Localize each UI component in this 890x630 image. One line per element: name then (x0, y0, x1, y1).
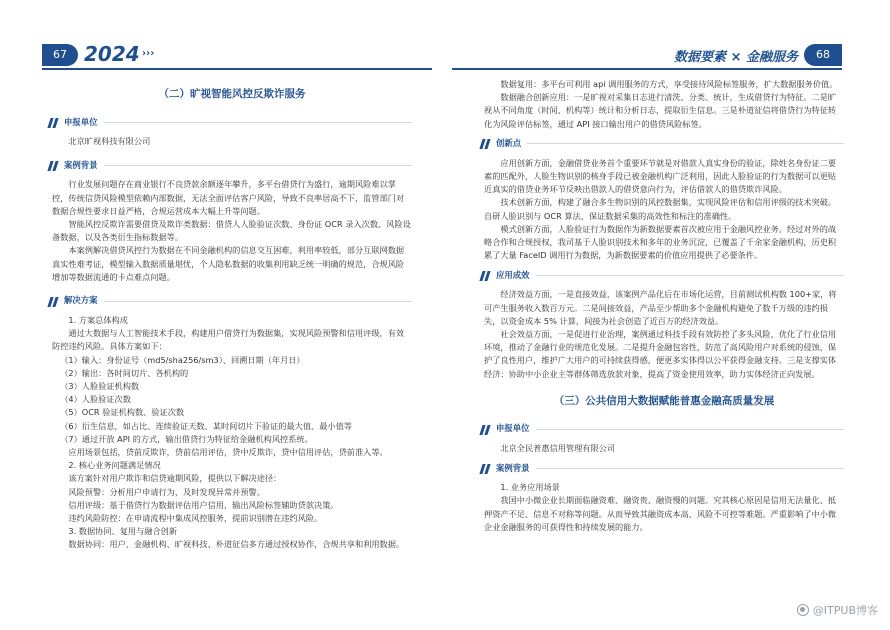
year-logo: 2024 (84, 42, 140, 66)
list-item: （6）衍生信息，如占比、连续验证天数、某时间切片下验证的最大值、最小值等 (60, 420, 352, 431)
tag-background (48, 158, 412, 172)
paragraph: 该方案针对用户欺诈和信贷逾期风险，提供以下解决途径： (68, 473, 282, 484)
section-title: （三）公共信用大数据赋能普惠金融高质量发展 (553, 394, 775, 407)
paragraph: 通过大数据与人工智能技术手段，构建用户借贷行为数据集，实现风险预警和信用评级，有效防控违约风险。具体方案如下： (52, 328, 405, 352)
tag-effect (480, 268, 844, 282)
paragraph: 数据复用：多平台可利用 api 调用服务的方式，享受接待风险标签服务，扩大数据服务价值。 (500, 79, 838, 89)
tag-innovation (480, 137, 844, 151)
right-page-body (484, 78, 844, 534)
paragraph: 经济效益方面，一是直接效益，该案例产品化后在市场化运营，目前测试机构数 100+家，将可产生服务收入数百万元。二是间接效益，产品至少帮助多个金融机构避免了数千万级的违约损失，以资金成本 5% 计算，间接为社会创造了近百万的经济效益。 (484, 289, 837, 326)
right-page-number: 68 (804, 44, 842, 66)
paragraph: 数据协同：用户、金融机构、旷视科技、朴道征信多方通过授权协作，合规共享和利用数据。 (68, 539, 405, 550)
paragraph: 应用创新方面，金融借贷业务首个重要环节就是对借款人真实身份的验证，除姓名身份证二要素的匹配外，人脸生物识别的核身手段已被金融机构广泛利用，因此人脸验证的行为数据可以更贴近真实的借贷业务环节反映出借款人的借贷意向行为，评估借款人的借贷欺诈风险。 (484, 157, 837, 195)
tag-divider (104, 165, 413, 166)
slash-mark-icon (48, 117, 60, 128)
tag-label: 申报单位 (64, 116, 98, 127)
tag-divider (104, 301, 413, 302)
tag-applicant (48, 115, 412, 129)
paragraph: 技术创新方面，构建了融合多生物识别的风控数据集，实现风险评估和信用评级的技术突破。自研人脸识别与 OCR 算法，保证数据采集的高效性和标注的准确性。 (484, 197, 837, 221)
list-item: （4）人脸验证次数 (60, 394, 131, 405)
tag-solution (48, 294, 412, 308)
tag-applicant (480, 422, 844, 436)
applicant-name: 北京全民普惠信用管理有限公司 (500, 443, 616, 454)
slash-mark-icon (48, 160, 60, 171)
slash-mark-icon (480, 424, 492, 435)
slash-mark-icon (480, 270, 492, 281)
tag-label: 案例背景 (496, 462, 530, 473)
slash-mark-icon (48, 296, 60, 307)
left-page-body (52, 84, 412, 552)
paragraph: 社会效益方面，一是促进行业治理，案例通过科技手段有效防控了多头风险，优化了行业信用环境，推动了金融行业的规范化发展。二是提升金融包容性，防范了高风险用户对系统的侵蚀，保护了良性用户，维护广大用户的可持续获得感，便更多实体得以公平获得金融支持。三是支撑实体经济：协助中小企业主等群体筛选放款对象，提高了资金使用效率，助力实体经济正向发展。 (484, 329, 837, 379)
chevron-icon: ››› (142, 48, 155, 59)
tag-divider (104, 122, 413, 123)
watermark-logo-icon (797, 604, 809, 616)
header-rule (452, 68, 842, 70)
applicant-name: 北京旷视科技有限公司 (68, 136, 151, 147)
paragraph: 本案例解决借贷风控行为数据在不同金融机构的信息交互困难，利用率较低，部分互联网数据真实性难考证，模型输入数据质量堪忧，个人隐私数据的收集利用缺乏统一明确的规范，合规风险增加等数据流通的卡点难点问题。 (52, 245, 405, 282)
left-page-number: 67 (42, 44, 78, 66)
list-item: 违约风险防控：在申请流程中集成风控服务，提前识别潜在违约风险。 (68, 513, 323, 524)
tag-background (480, 461, 844, 475)
tag-label: 应用成效 (496, 269, 530, 280)
list-item: 信用评级：基于借贷行为数据评估用户信用，输出风险标签辅助贷款决策。 (68, 499, 339, 510)
subheading: 3. 数据协同、复用与融合创新 (68, 526, 178, 537)
list-item: （5）OCR 验证机构数、验证次数 (60, 407, 185, 418)
paragraph: 应用场景包括，贷前反欺诈，贷前信用评估，贷中反欺诈，贷中信用评估，贷前准入等。 (68, 447, 388, 458)
tag-label: 案例背景 (64, 159, 98, 170)
list-item: （7）通过开放 API 的方式，输出借贷行为特征给金融机构风控系统。 (60, 433, 313, 444)
chapter-title: 数据要素 × 金融服务 (674, 50, 798, 65)
list-item: （2）输出：各时间切片、各机构的 (60, 367, 189, 378)
tag-label: 申报单位 (496, 423, 530, 434)
left-page-header (42, 44, 432, 66)
section-title: （二）旷视智能风控反欺诈服务 (158, 88, 306, 100)
paragraph: 模式创新方面，人脸验证行为数据作为新数据要素首次被应用于金融风控业务。经过对外的战略合作和合规授权，我司基于人脸识别技术和多年的业务沉淀，已覆盖了千余家金融机构，历史积累了大量 FaceID 调用行为数据，为新数据要素的价值应用提供了必要条件。 (484, 223, 837, 261)
list-item: 风险预警：分析用户申请行为，及时发现异常并预警。 (68, 486, 265, 497)
header-rule (42, 68, 432, 70)
watermark-text: @ITPUB博客 (812, 604, 878, 617)
tag-divider (536, 275, 845, 276)
slash-mark-icon (480, 138, 492, 149)
tag-label: 解决方案 (64, 295, 98, 306)
subheading: 1. 方案总体构成 (68, 315, 128, 326)
paragraph: 行业发展问题存在商业银行不良贷款余额逐年攀升，多平台借贷行为盛行，逾期风险难以掌控，传统信贷风险模型依赖内部数据，无法全面评估客户风险，导致不良率居高不下，监管部门对数据合规性要求日益严格，合规运营成本大幅上升等问题。 (52, 179, 405, 216)
right-page-header (452, 44, 842, 66)
paragraph: 智能风控反欺诈需要借贷及欺诈类数据：借贷人人脸验证次数、身份证 OCR 录入次数、风险设备数据，以及各类衍生指标数据等。 (52, 219, 411, 243)
list-item: （3）人脸验证机构数 (60, 381, 140, 392)
tag-divider (536, 468, 845, 469)
tag-label: 创新点 (496, 138, 522, 149)
paragraph: 数据融合创新应用：一是旷视对采集日志进行清洗、分类、统计，生成借贷行为特征。二是旷视从不同角度（时间、机构等）统计和分析日志，提取衍生信息。三是朴道征信将借贷行为特征转化为风险评估标签，通过 API 接口输出用户的借贷风险标签。 (484, 92, 837, 129)
subheading: 2. 核心业务问题满足情况 (68, 460, 161, 471)
list-item: （1）输入：身份证号（md5/sha256/sm3）、回溯日期（年月日） (60, 354, 305, 365)
watermark (797, 602, 878, 618)
tag-divider (527, 143, 844, 144)
slash-mark-icon (480, 463, 492, 474)
subheading: 1. 业务应用场景 (500, 482, 560, 493)
tag-divider (536, 429, 845, 430)
paragraph: 我国中小微企业长期面临融资难、融资贵、融资慢的问题。究其核心原因是信用无法量化、抵押资产不足、信息不对称等问题。从而导致其融资成本高、风险不可控等难题。严重影响了中小微企业金融服务的可获得性和持续发展的能力。 (484, 495, 837, 532)
